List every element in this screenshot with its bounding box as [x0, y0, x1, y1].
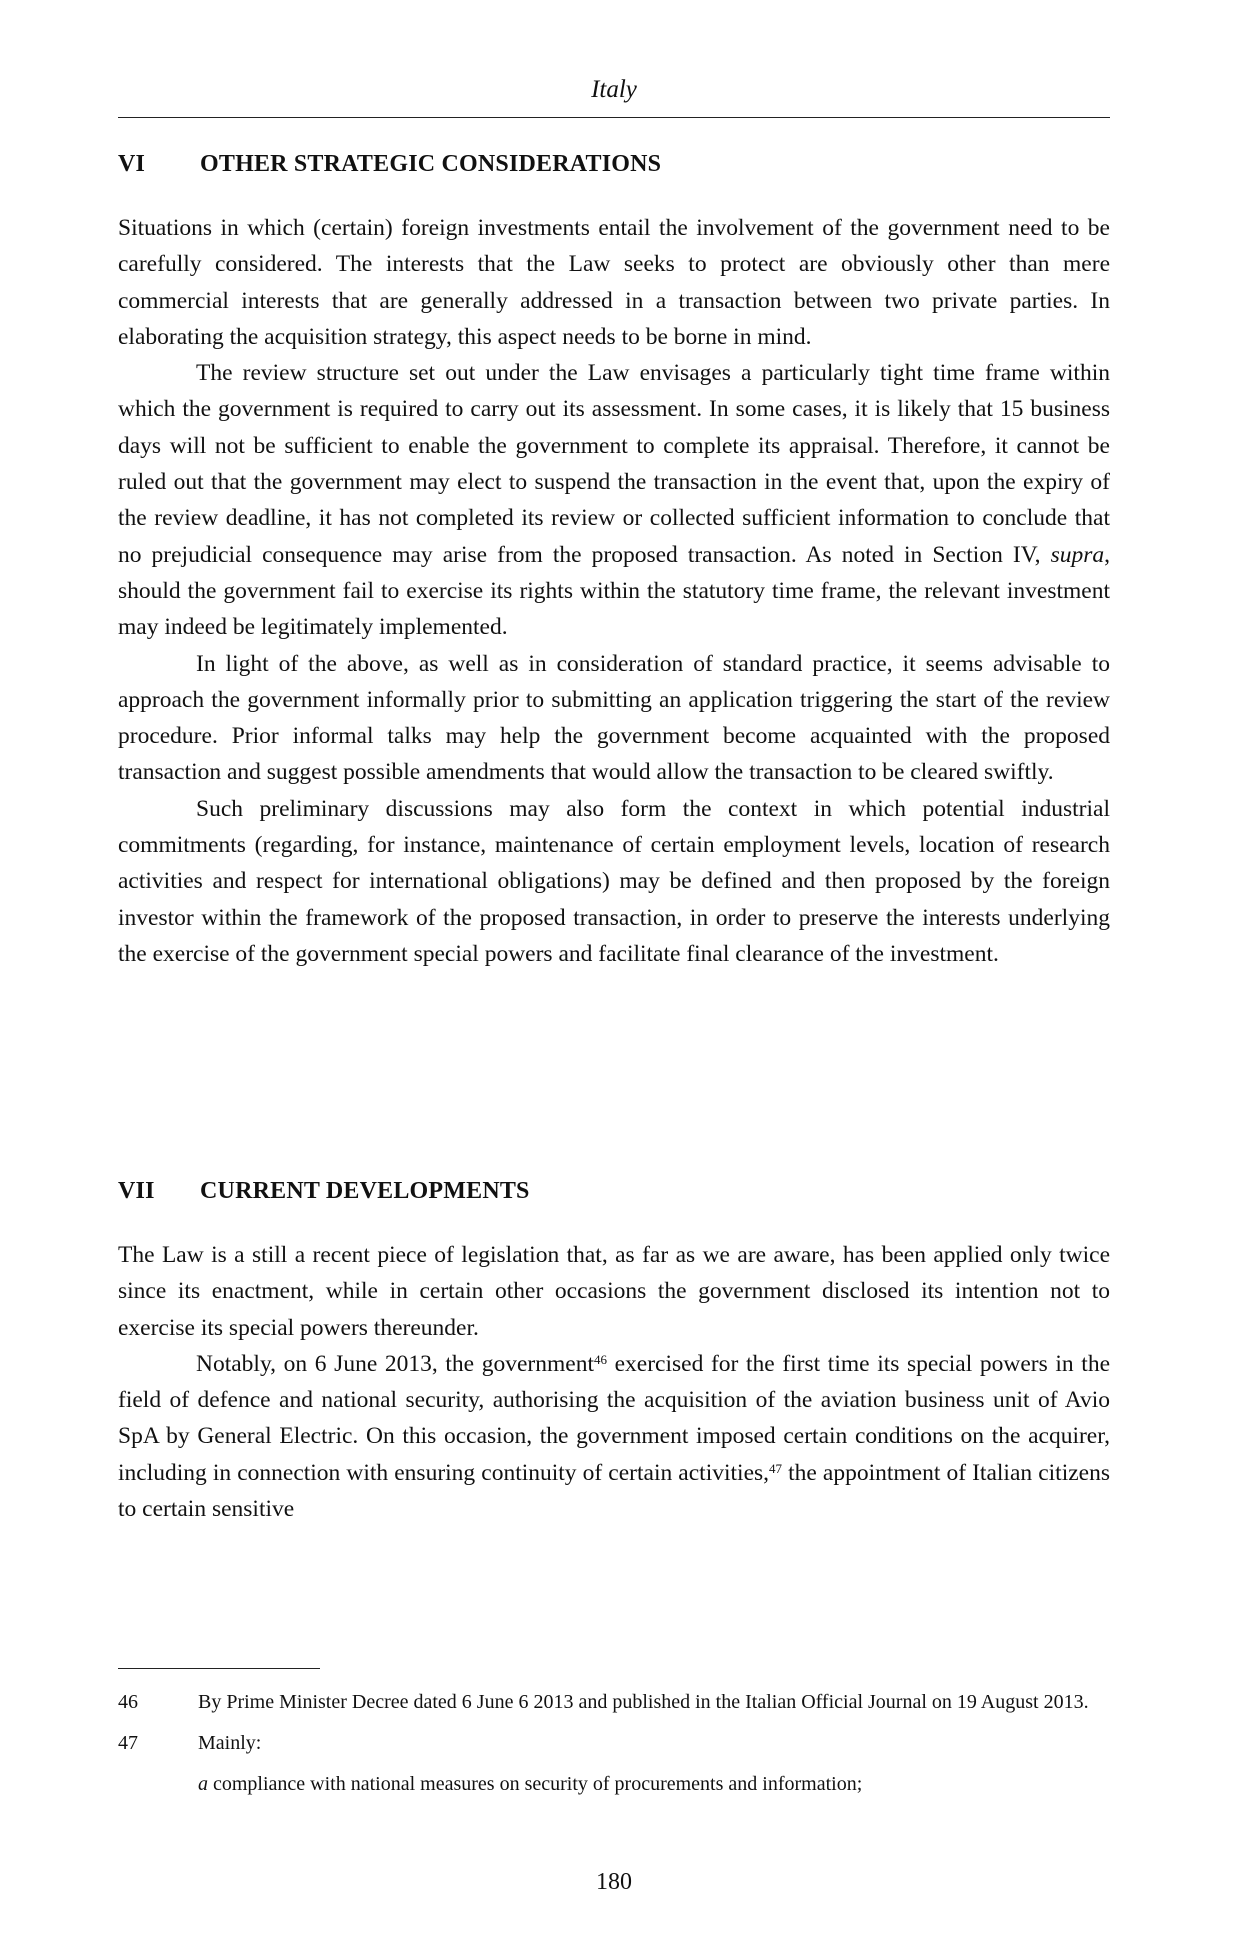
section-heading-vii [118, 1178, 530, 1205]
section-title: OTHER STRATEGIC CONSIDERATIONS [200, 151, 662, 177]
footnote-reference: 46 [593, 1351, 607, 1367]
page-number: 180 [596, 1869, 632, 1895]
running-head: Italy [591, 76, 637, 103]
paragraph-text: The review structure set out under the Law envisages a particularly tight time frame within which the government is required to carry out its assessment. In some cases, it is likely that 15 business days will not be sufficient to enable the government to complete its appraisal. Therefore, it cannot be ruled out that the government may elect to suspend the transaction in the event that, upon the expiry of the review deadline, it has not completed its review or collected sufficient information to conclude that no prejudicial consequence may arise from the proposed transaction. As noted in Section IV, [118, 360, 1110, 568]
section-number: VI [118, 151, 146, 177]
section-vi-body [118, 210, 1110, 972]
paragraph-text: , should the government fail to exercise its rights within the statutory time frame, the relevant investment may indeed be legitimately implemented. [118, 541, 1110, 641]
footnote [118, 1685, 1110, 1720]
italic-term: supra [1050, 541, 1105, 568]
footnotes [118, 1685, 1110, 1802]
footnote-number: 46 [118, 1691, 138, 1713]
footnote-text: Mainly: [198, 1732, 262, 1754]
section-number: VII [118, 1178, 155, 1204]
paragraph: Such preliminary discussions may also form the context in which potential industrial commitments (regarding, for instance, maintenance of certain employment levels, location of research activities and respect for international obligations) may be defined and then proposed by the foreign investor within the framework of the proposed transaction, in order to preserve the interests underlying the exercise of the government special powers and facilitate final clearance of the investment. [118, 795, 1110, 967]
section-vii-body [118, 1237, 1110, 1527]
footnote [118, 1726, 1110, 1761]
paragraph-text: the appointment of Italian citizens to certain sensitive [118, 1459, 1110, 1523]
footnote-text: By Prime Minister Decree dated 6 June 6 2013 and published in the Italian Official Journal on 19 August 2013. [198, 1691, 1089, 1713]
paragraph: The Law is a still a recent piece of legislation that, as far as we are aware, has been applied only twice since its enactment, while in certain other occasions the government disclosed its intention not to exercise its special powers thereunder. [118, 1242, 1110, 1341]
paragraph [118, 355, 1110, 645]
footnote-subitem [118, 1767, 1110, 1802]
footnote-rule [118, 1668, 320, 1669]
section-title: CURRENT DEVELOPMENTS [200, 1178, 530, 1204]
paragraph: Situations in which (certain) foreign investments entail the involvement of the government need to be carefully considered. The interests that the Law seeks to protect are obviously other than mere commercial interests that are generally addressed in a transaction between two private parties. In elaborating the acquisition strategy, this aspect needs to be borne in mind. [118, 215, 1110, 350]
paragraph: In light of the above, as well as in consideration of standard practice, it seems advisable to approach the government informally prior to submitting an application triggering the start of the review procedure. Prior informal talks may help the government become acquainted with the proposed transaction and suggest possible amendments that would allow the transaction to be cleared swiftly. [118, 650, 1110, 786]
footnote-reference: 47 [769, 1460, 783, 1476]
subitem-marker: a [198, 1773, 208, 1795]
paragraph-text: exercised for the first time its special powers in the field of defence and national security, authorising the acquisition of the aviation business unit of Avio SpA by General Electric. On this occasion, the government imposed certain conditions on the acquirer, including in connection with ensuring continuity of certain activities, [118, 1350, 1111, 1486]
paragraph-text: Notably, on 6 June 2013, the government [196, 1350, 594, 1377]
paragraph [118, 1346, 1110, 1527]
subitem-text: compliance with national measures on security of procurements and information; [213, 1773, 863, 1795]
header-rule [118, 117, 1110, 118]
section-heading-vi [118, 151, 661, 178]
footnote-number: 47 [118, 1732, 138, 1754]
